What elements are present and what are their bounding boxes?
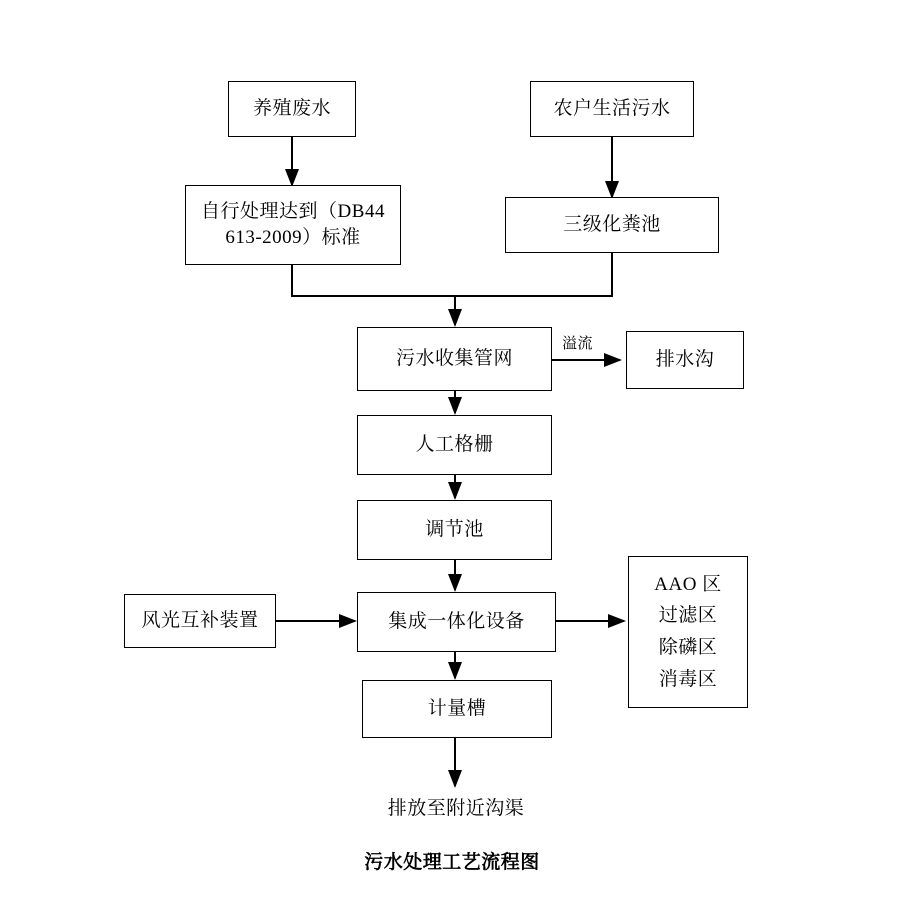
process-zone-item: AAO 区 [654, 573, 722, 595]
node-label: 计量槽 [427, 698, 487, 720]
node-wind-solar-device [124, 594, 276, 648]
node-manual-grille [357, 415, 552, 475]
node-label: 养殖废水 [252, 98, 331, 120]
process-zone-item: 消毒区 [658, 668, 718, 690]
node-collection-network [357, 327, 552, 391]
node-septic-tank [505, 197, 719, 253]
node-label: 风光互补装置 [141, 610, 259, 632]
node-household-sewage [530, 81, 694, 137]
node-breeding-wastewater [228, 81, 356, 137]
node-label-line2: 613-2009）标准 [225, 227, 361, 248]
node-drainage-ditch [626, 331, 744, 389]
diagram-caption: 污水处理工艺流程图 [364, 852, 540, 873]
process-zone-item: 过滤区 [658, 605, 718, 627]
node-label: 三级化粪池 [563, 214, 661, 236]
node-label: 人工格栅 [415, 434, 494, 456]
label-discharge-destination: 排放至附近沟渠 [387, 798, 525, 819]
node-self-treatment-standard [185, 185, 401, 265]
node-label: 排水沟 [655, 349, 715, 371]
node-regulating-tank [357, 500, 552, 560]
node-integrated-equipment [357, 592, 556, 652]
node-label: 集成一体化设备 [388, 611, 525, 633]
process-zone-item: 除磷区 [658, 637, 718, 658]
node-label: 农户生活污水 [553, 98, 671, 120]
edge-label-overflow: 溢流 [562, 336, 594, 352]
node-metering-tank [362, 680, 552, 738]
node-label: 污水收集管网 [395, 348, 513, 370]
node-label: 调节池 [425, 519, 484, 541]
node-label-line1: 自行处理达到（DB44 [201, 201, 385, 223]
node-process-zones [628, 556, 748, 708]
